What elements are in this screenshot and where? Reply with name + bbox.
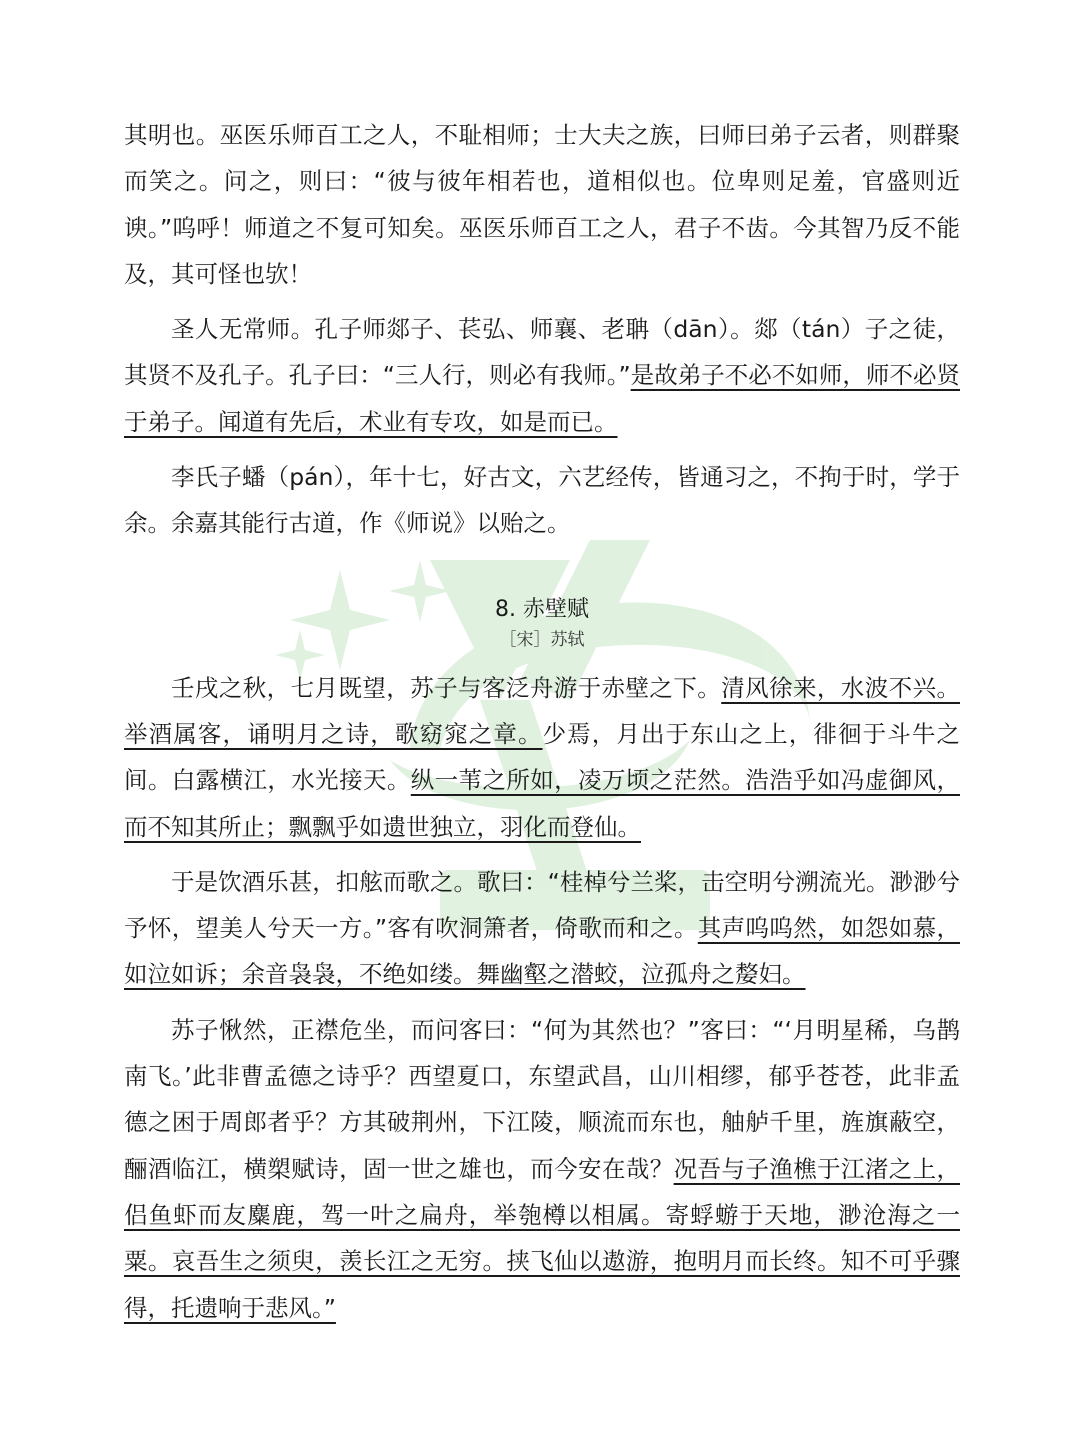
section-author: ［宋］苏轼: [499, 629, 585, 650]
text-segment: 其明也。巫医乐师百工之人，不耻相师；士大夫之族，曰师曰弟子云者，则群聚而笑之。问之，则曰：“彼与彼年相若也，道相似也。位卑则足羞，官盛则近谀。”呜呼！师道之不复可知矣。巫医乐师百工之人，君子不齿。今其智乃反不能及，其可怪也欤！: [124, 121, 960, 288]
paragraph-5: [124, 859, 960, 998]
paragraph-1: [124, 112, 960, 297]
underlined-text-segment: 况吾与子渔樵于江渚之上，侣鱼虾而友麋鹿，驾一叶之扁舟，举匏樽以相属。寄蜉蝣于天地，渺沧海之一粟。哀吾生之须臾，羡长江之无穷。挟飞仙以遨游，抱明月而长终。知不可乎骤得，托遗响于悲风。”: [124, 1154, 961, 1322]
text-segment: 于是饮酒乐甚，扣舷而歌之。歌曰：“桂棹兮兰桨，击空明兮溯流光。渺渺兮予怀，望美人兮天一方。”客有吹洞箫者，倚歌而和之。: [124, 867, 960, 943]
paragraph-2: [124, 306, 960, 445]
paragraph-6: [124, 1007, 960, 1331]
section-title: 8. 赤壁赋: [495, 596, 589, 622]
text-segment: 壬戌之秋，七月既望，苏子与客泛舟游于赤壁之下。: [171, 673, 722, 702]
text-segment: 少焉，月出于东山之上，徘徊于斗牛之间。白露横江，水光接天。: [124, 719, 961, 795]
underlined-text-segment: 纵一苇之所如，凌万顷之茫然。浩浩乎如冯虚御风，而不知其所止；飘飘乎如遗世独立，羽化而登仙。: [124, 766, 961, 841]
underlined-text-segment: 清风徐来，水波不兴。举酒属客，诵明月之诗，歌窈窕之章。: [124, 673, 960, 748]
text-segment: 李氏子蟠（pán），年十七，好古文，六艺经传，皆通习之，不拘于时，学于余。余嘉其能行古道，作《师说》以贻之。: [124, 463, 960, 538]
text-segment: 圣人无常师。孔子师郯子、苌弘、师襄、老聃（dān）。郯（tán）子之徒，其贤不及孔子。孔子曰：“三人行，则必有我师。”: [124, 315, 960, 390]
underlined-text-segment: 是故弟子不必不如师，师不必贤于弟子。闻道有先后，术业有专攻，如是而已。: [124, 361, 961, 436]
text-segment: 苏子愀然，正襟危坐，而问客曰：“何为其然也？”客曰：“‘月明星稀，乌鹊南飞。’此非曹孟德之诗乎？西望夏口，东望武昌，山川相缪，郁乎苍苍，此非孟德之困于周郎者乎？方其破荆州，下江陵，顺流而东也，舳舻千里，旌旗蔽空，酾酒临江，横槊赋诗，固一世之雄也，而今安在哉？: [124, 1015, 960, 1183]
paragraph-4: [124, 665, 960, 850]
document-page: [124, 112, 960, 1340]
paragraph-3: [124, 454, 960, 547]
underlined-text-segment: 其声呜呜然，如怨如慕，如泣如诉；余音袅袅，不绝如缕。舞幽壑之潜蛟，泣孤舟之嫠妇。: [124, 914, 960, 989]
